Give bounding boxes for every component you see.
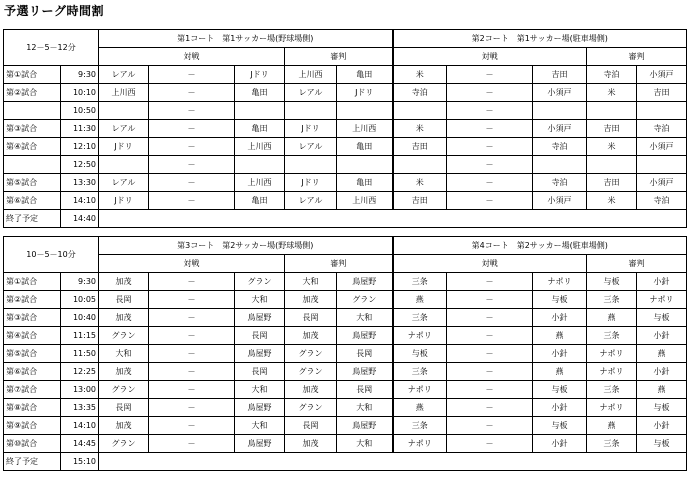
team-home [99,156,149,174]
match-label: 第④試合 [4,138,61,156]
match-header: 対戦 [99,255,285,273]
team-home: 寺泊 [393,84,447,102]
table-row [4,192,687,210]
match-time: 12:50 [61,156,99,174]
referee-team: 大和 [285,273,337,291]
end-row [4,210,687,228]
team-home: 吉田 [393,192,447,210]
team-away: 燕 [533,327,587,345]
court-name: 第2コート 第1サッカー場(駐車場側) [393,30,687,48]
team-away: 与板 [533,417,587,435]
match-label: 第⑥試合 [4,192,61,210]
table-row [4,309,687,327]
end-row-blank [99,453,687,471]
vs-mark: － [447,138,533,156]
vs-mark: － [149,192,235,210]
team-home: 加茂 [99,363,149,381]
team-away: 小針 [533,399,587,417]
team-away: 亀田 [235,192,285,210]
vs-mark: － [149,309,235,327]
referee-team: 加茂 [285,435,337,453]
table-row [4,102,687,120]
match-time: 11:30 [61,120,99,138]
vs-mark: － [447,309,533,327]
table-row [4,273,687,291]
referee-team: 上川西 [337,192,393,210]
referee-team: ナポリ [587,345,637,363]
match-header: 対戦 [393,48,587,66]
match-label: 第③試合 [4,309,61,327]
referee-team: 米 [587,84,637,102]
match-label [4,156,61,174]
match-label: 第②試合 [4,291,61,309]
referee-header: 審判 [285,48,393,66]
referee-team: レアル [285,84,337,102]
team-away: 燕 [533,363,587,381]
match-time: 10:05 [61,291,99,309]
match-time: 10:40 [61,309,99,327]
referee-team: レアル [285,138,337,156]
referee-team [637,102,687,120]
match-time: 12:25 [61,363,99,381]
vs-mark: － [149,363,235,381]
match-format: 10－5－10分 [4,237,99,273]
referee-team: 鳥屋野 [337,273,393,291]
referee-team: 小須戸 [637,66,687,84]
vs-mark: － [447,66,533,84]
referee-team [285,102,337,120]
team-away: 鳥屋野 [235,345,285,363]
team-home: 三条 [393,309,447,327]
vs-mark: － [447,417,533,435]
referee-team: 長岡 [285,309,337,327]
court-header-row [4,30,687,48]
vs-mark: － [149,435,235,453]
referee-team: 長岡 [337,381,393,399]
team-home: 米 [393,120,447,138]
court-name: 第3コート 第2サッカー場(野球場側) [99,237,393,255]
referee-team: 燕 [637,345,687,363]
referee-team: 小針 [637,363,687,381]
team-home: Jドリ [99,138,149,156]
referee-team [337,102,393,120]
vs-mark: － [447,102,533,120]
referee-team: 米 [587,192,637,210]
team-home: グラン [99,381,149,399]
match-time: 14:10 [61,417,99,435]
vs-mark: － [447,291,533,309]
vs-mark: － [447,363,533,381]
vs-mark: － [149,273,235,291]
match-time: 11:50 [61,345,99,363]
vs-mark: － [447,192,533,210]
team-away [235,102,285,120]
team-away: ナポリ [533,273,587,291]
table-row [4,66,687,84]
team-home: 吉田 [393,138,447,156]
team-home: Jドリ [99,192,149,210]
team-home [393,102,447,120]
team-home: レアル [99,120,149,138]
vs-mark: － [149,102,235,120]
match-label: 第⑧試合 [4,399,61,417]
referee-team: Jドリ [337,84,393,102]
referee-team: ナポリ [587,363,637,381]
table-row [4,345,687,363]
referee-team: 亀田 [337,174,393,192]
team-home: 米 [393,174,447,192]
team-home: ナポリ [393,327,447,345]
vs-mark: － [447,345,533,363]
team-home: 三条 [393,273,447,291]
end-row [4,453,687,471]
referee-team: 燕 [637,381,687,399]
referee-team: グラン [285,363,337,381]
vs-mark: － [149,291,235,309]
referee-team: レアル [285,192,337,210]
team-away: 長岡 [235,363,285,381]
team-home: レアル [99,174,149,192]
team-home: ナポリ [393,381,447,399]
referee-team: 三条 [587,381,637,399]
table-row [4,399,687,417]
referee-team: 三条 [587,327,637,345]
referee-team: 鳥屋野 [337,363,393,381]
team-away: 小須戸 [533,192,587,210]
vs-mark: － [447,327,533,345]
team-away: 吉田 [533,66,587,84]
referee-team: グラン [337,291,393,309]
referee-team: 鳥屋野 [337,327,393,345]
team-home: 三条 [393,363,447,381]
referee-header: 審判 [587,48,687,66]
team-home: 長岡 [99,291,149,309]
referee-header: 審判 [587,255,687,273]
referee-team: 亀田 [337,66,393,84]
referee-team: 鳥屋野 [337,417,393,435]
referee-team: 小針 [637,417,687,435]
team-away [533,102,587,120]
match-label: 第⑤試合 [4,174,61,192]
vs-mark: － [447,156,533,174]
team-away: 亀田 [235,84,285,102]
match-label: 第⑩試合 [4,435,61,453]
vs-mark: － [149,84,235,102]
table-row [4,435,687,453]
team-away: 与板 [533,381,587,399]
referee-team: 小須戸 [637,174,687,192]
end-label: 終了予定 [4,210,61,228]
vs-mark: － [149,138,235,156]
vs-mark: － [447,381,533,399]
referee-team [587,156,637,174]
team-away: 小針 [533,345,587,363]
vs-mark: － [149,417,235,435]
match-format: 12－5－12分 [4,30,99,66]
table-row [4,363,687,381]
team-home: グラン [99,435,149,453]
referee-team: 加茂 [285,381,337,399]
team-away: グラン [235,273,285,291]
team-home [99,102,149,120]
match-time: 13:30 [61,174,99,192]
vs-mark: － [149,327,235,345]
schedule-table-1 [3,29,687,228]
referee-team: ナポリ [587,399,637,417]
team-away: 上川西 [235,138,285,156]
referee-team: 上川西 [285,66,337,84]
vs-mark: － [149,120,235,138]
team-home: ナポリ [393,435,447,453]
schedule-table-2 [3,236,687,471]
team-away: Jドリ [235,66,285,84]
column-header-row [4,255,687,273]
team-away: 大和 [235,381,285,399]
match-time: 12:10 [61,138,99,156]
referee-team: 亀田 [337,138,393,156]
vs-mark: － [447,435,533,453]
team-home: 大和 [99,345,149,363]
match-label: 第①試合 [4,273,61,291]
team-away [533,156,587,174]
referee-team: グラン [285,345,337,363]
referee-team: 小針 [637,327,687,345]
team-away: 鳥屋野 [235,435,285,453]
table-row [4,120,687,138]
referee-team [337,156,393,174]
vs-mark: － [149,174,235,192]
referee-team: 加茂 [285,327,337,345]
team-home: 三条 [393,417,447,435]
end-row-blank [99,210,687,228]
end-time: 14:40 [61,210,99,228]
referee-team: 与板 [637,399,687,417]
vs-mark: － [447,174,533,192]
match-time: 13:00 [61,381,99,399]
referee-team: 与板 [637,309,687,327]
court-name: 第4コート 第2サッカー場(駐車場側) [393,237,687,255]
end-time: 15:10 [61,453,99,471]
vs-mark: － [447,273,533,291]
team-away: 小針 [533,309,587,327]
vs-mark: － [149,381,235,399]
referee-team: 燕 [587,309,637,327]
team-away: 小須戸 [533,120,587,138]
referee-team: 大和 [337,399,393,417]
table-row [4,156,687,174]
referee-team: Jドリ [285,174,337,192]
referee-team: 小針 [637,273,687,291]
team-home: 加茂 [99,309,149,327]
team-away: 鳥屋野 [235,309,285,327]
team-home: 加茂 [99,417,149,435]
referee-team: 長岡 [285,417,337,435]
team-home: 加茂 [99,273,149,291]
team-away: 長岡 [235,327,285,345]
referee-team: 三条 [587,291,637,309]
referee-team: 吉田 [587,120,637,138]
match-time: 9:30 [61,66,99,84]
match-label: 第③試合 [4,120,61,138]
referee-team: 長岡 [337,345,393,363]
vs-mark: － [149,399,235,417]
match-label [4,102,61,120]
match-time: 11:15 [61,327,99,345]
referee-team: 寺泊 [637,120,687,138]
table-row [4,291,687,309]
referee-team: 加茂 [285,291,337,309]
table-row [4,417,687,435]
vs-mark: － [149,66,235,84]
team-home [393,156,447,174]
vs-mark: － [447,84,533,102]
referee-team: 寺泊 [587,66,637,84]
team-away: 与板 [533,291,587,309]
table-row [4,381,687,399]
match-label: 第⑦試合 [4,381,61,399]
match-time: 13:35 [61,399,99,417]
table-row [4,138,687,156]
referee-team: 吉田 [587,174,637,192]
match-header: 対戦 [393,255,587,273]
match-label: 第⑥試合 [4,363,61,381]
referee-team: 燕 [587,417,637,435]
team-away: 上川西 [235,174,285,192]
referee-team [285,156,337,174]
match-header: 対戦 [99,48,285,66]
match-time: 10:50 [61,102,99,120]
match-label: 第⑨試合 [4,417,61,435]
referee-team: 小須戸 [637,138,687,156]
team-home: 長岡 [99,399,149,417]
referee-team: 大和 [337,435,393,453]
table-row [4,84,687,102]
referee-team: 三条 [587,435,637,453]
referee-team: 吉田 [637,84,687,102]
table-row [4,174,687,192]
end-label: 終了予定 [4,453,61,471]
column-header-row [4,48,687,66]
vs-mark: － [149,156,235,174]
match-time: 14:45 [61,435,99,453]
match-time: 10:10 [61,84,99,102]
match-time: 14:10 [61,192,99,210]
page-title: 予選リーグ時間割 [4,4,105,18]
referee-team: 寺泊 [637,192,687,210]
referee-team: ナポリ [637,291,687,309]
referee-team: グラン [285,399,337,417]
referee-team: 米 [587,138,637,156]
court-header-row [4,237,687,255]
team-home: 上川西 [99,84,149,102]
vs-mark: － [447,120,533,138]
team-away: 小針 [533,435,587,453]
team-home: 燕 [393,399,447,417]
match-label: 第①試合 [4,66,61,84]
team-away: 寺泊 [533,174,587,192]
team-away: 寺泊 [533,138,587,156]
table-row [4,327,687,345]
team-home: レアル [99,66,149,84]
vs-mark: － [149,345,235,363]
court-name: 第1コート 第1サッカー場(野球場側) [99,30,393,48]
team-away: 大和 [235,291,285,309]
referee-team: 上川西 [337,120,393,138]
team-away: 鳥屋野 [235,399,285,417]
team-home: 米 [393,66,447,84]
match-label: 第⑤試合 [4,345,61,363]
vs-mark: － [447,399,533,417]
referee-team: 大和 [337,309,393,327]
team-home: 与板 [393,345,447,363]
referee-team: Jドリ [285,120,337,138]
match-label: 第②試合 [4,84,61,102]
team-away: 小須戸 [533,84,587,102]
team-home: グラン [99,327,149,345]
team-away: 大和 [235,417,285,435]
match-time: 9:30 [61,273,99,291]
referee-team [637,156,687,174]
referee-team [587,102,637,120]
referee-team: 与板 [587,273,637,291]
match-label: 第④試合 [4,327,61,345]
referee-team: 与板 [637,435,687,453]
referee-header: 審判 [285,255,393,273]
team-home: 燕 [393,291,447,309]
team-away [235,156,285,174]
team-away: 亀田 [235,120,285,138]
